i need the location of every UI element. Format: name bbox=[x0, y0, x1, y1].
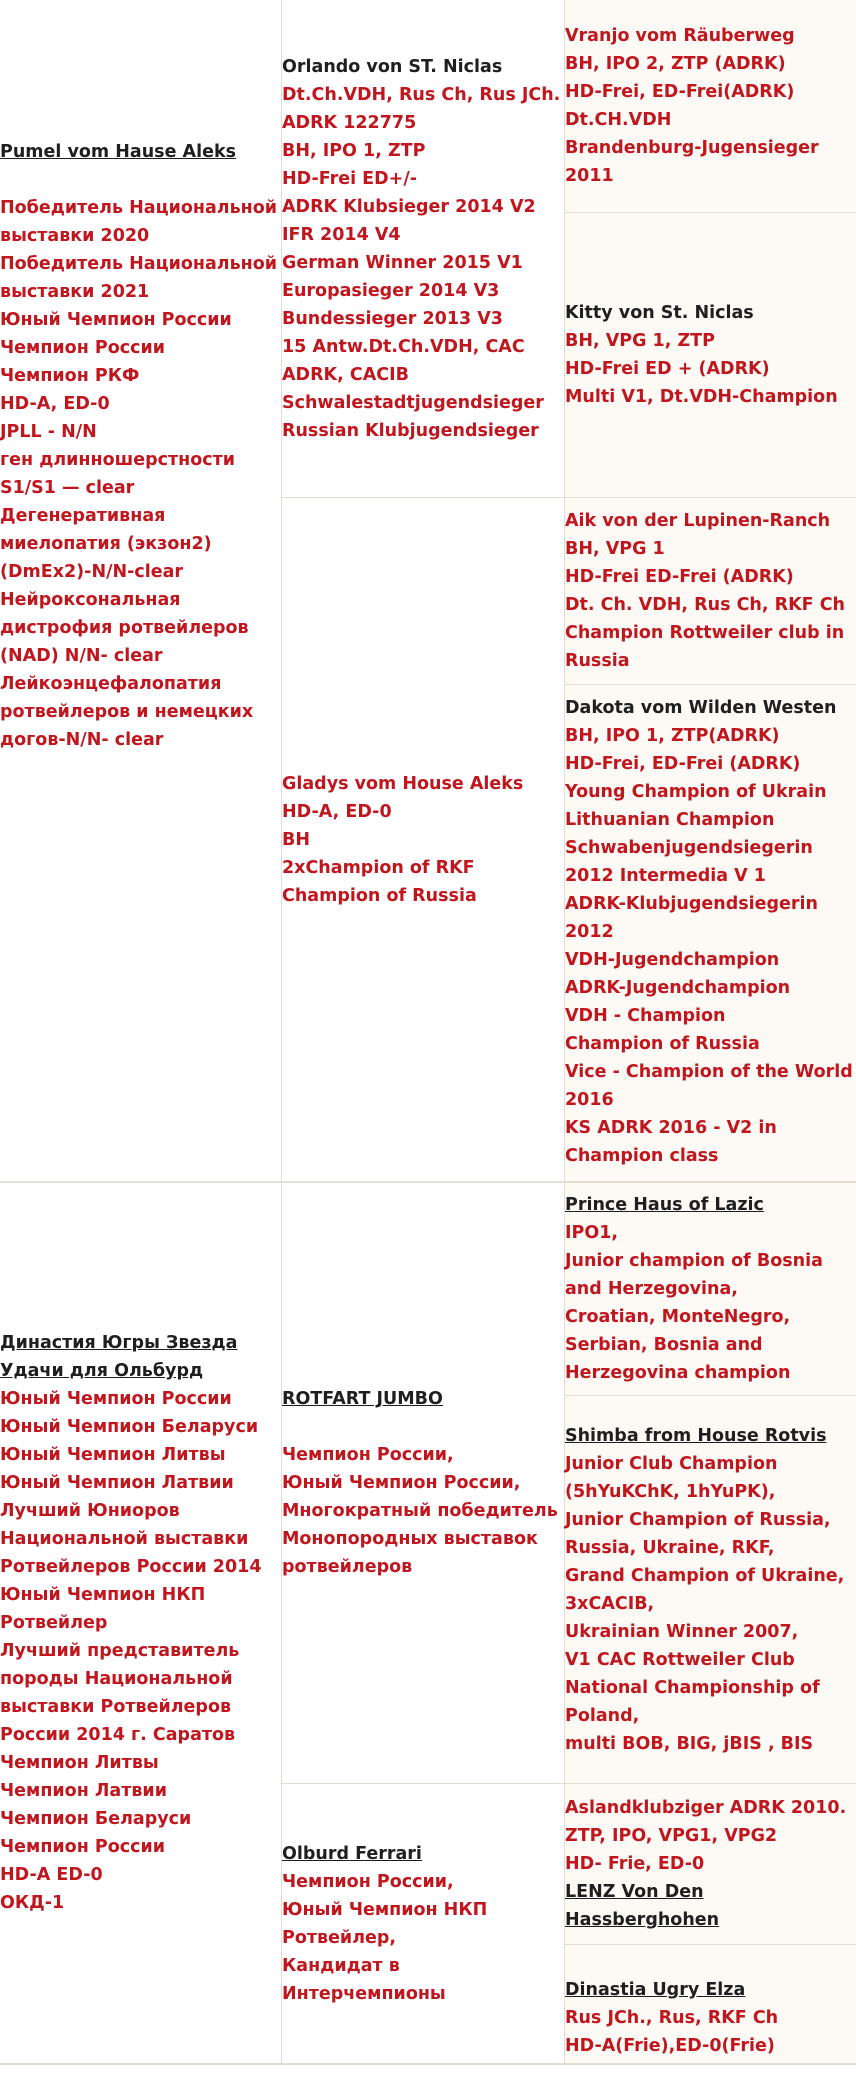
ddd-name-link[interactable]: Dinastia Ugry Elza bbox=[565, 1980, 746, 2000]
title-line: multi BOB, BIG, jBIS , BIS bbox=[565, 1733, 814, 1754]
dss-titles bbox=[565, 1219, 856, 1387]
title-line: Ukrainian Winner 2007, bbox=[565, 1621, 799, 1642]
title-line: HD-Frei ED-Frei (ADRK) bbox=[565, 567, 794, 587]
title-line: Multi V1, Dt.VDH-Champion bbox=[565, 387, 838, 407]
title-line: BH, VPG 1 bbox=[565, 539, 665, 559]
title-line: Лучший Юниоров Национальной выставки Ротвейлеров России 2014 bbox=[0, 1501, 262, 1577]
title-line: Young Champion of Ukrain bbox=[565, 782, 827, 802]
title-line: Дегенеративная миелопатия (экзон2) (DmEx2)-N/N-clear bbox=[0, 505, 212, 582]
dam-parents-column bbox=[282, 1183, 564, 2063]
title-line: Чемпион Литвы bbox=[0, 1753, 159, 1773]
dds-cell bbox=[565, 1784, 856, 1944]
title-line: HD-A ED-0 bbox=[0, 1865, 103, 1885]
title-line: Russian Klubjugendsieger bbox=[282, 420, 539, 441]
title-line: Dt. Ch. VDH, Rus Ch, RKF Ch bbox=[565, 595, 845, 615]
sire-sire-cell bbox=[282, 0, 564, 497]
title-line: Лучший представитель породы Национальной выставки Ротвейлеров России 2014 г. Саратов bbox=[0, 1641, 240, 1745]
dam-dam-name-link[interactable]: Olburd Ferrari bbox=[282, 1843, 422, 1864]
title-line: Lithuanian Champion bbox=[565, 810, 775, 830]
title-line: IFR 2014 V4 bbox=[282, 224, 401, 245]
title-line: Чемпион Латвии bbox=[0, 1781, 167, 1801]
title-line: Чемпион РКФ bbox=[0, 365, 140, 386]
title-line: Юный Чемпион Латвии bbox=[0, 1473, 234, 1493]
title-line: HD-A(Frie),ED-0(Frie) bbox=[565, 2036, 775, 2056]
title-line: HD-Frei, ED-Frei(ADRK) bbox=[565, 82, 795, 102]
title-line: Юный Чемпион России, bbox=[282, 1473, 521, 1493]
title-line: Vranjo vom Räuberweg bbox=[565, 26, 795, 46]
title-line: Юный Чемпион России bbox=[0, 1389, 232, 1409]
ddd-cell bbox=[565, 1945, 856, 2077]
title-line: Чемпион России, bbox=[282, 1871, 454, 1892]
sds-cell bbox=[565, 498, 856, 684]
title-line: Rus JCh., Rus, RKF Ch bbox=[565, 2008, 779, 2028]
divider bbox=[0, 2063, 856, 2065]
ssd-cell bbox=[565, 213, 856, 497]
title-line: Победитель Национальной выставки 2021 bbox=[0, 253, 278, 302]
title-line: HD-A, ED-0 bbox=[0, 393, 110, 414]
title-line: BH bbox=[282, 829, 310, 850]
title-line: Чемпион России bbox=[0, 1837, 165, 1857]
title-line: German Winner 2015 V1 bbox=[282, 252, 523, 273]
grandparents-column bbox=[565, 0, 856, 1181]
pedigree-table-2 bbox=[0, 1183, 856, 2078]
sss-titles bbox=[565, 22, 856, 190]
sss-cell bbox=[565, 0, 856, 212]
title-line: ZTP, IPO, VPG1, VPG2 bbox=[565, 1826, 778, 1846]
dam-dam-cell bbox=[282, 1784, 564, 2063]
title-line: 2xChampion of RKF bbox=[282, 857, 475, 878]
title-line: KS ADRK 2016 - V2 in Champion class bbox=[565, 1118, 777, 1166]
title-line: Bundessieger 2013 V3 bbox=[282, 308, 503, 329]
title-line: Aslandklubziger ADRK 2010. bbox=[565, 1798, 847, 1818]
title-line: Победитель Национальной выставки 2020 bbox=[0, 197, 278, 246]
title-line: HD-Frei ED+/- bbox=[282, 168, 417, 189]
title-line: Лейкоэнцефалопатия ротвейлеров и немецких догов-N/N- clear bbox=[0, 673, 254, 750]
sire-titles bbox=[0, 194, 281, 754]
title-line: 3xCACIB, bbox=[565, 1593, 655, 1614]
title-line: IPO1, bbox=[565, 1223, 619, 1243]
title-line: HD-Frei ED + (ADRK) bbox=[565, 359, 770, 379]
ddd-titles bbox=[565, 2004, 856, 2060]
sire-column bbox=[0, 0, 281, 1181]
ssd-name: Kitty von St. Niclas bbox=[565, 303, 754, 323]
title-line: Dt.Ch.VDH, Rus Ch, Rus JCh. bbox=[282, 84, 561, 105]
dds-titles bbox=[565, 1794, 856, 1878]
title-line: BH, VPG 1, ZTP bbox=[565, 331, 715, 351]
title-line: Brandenburg-Jugensieger 2011 bbox=[565, 138, 819, 186]
title-line: Junior Club Champion (5hYuKChK, 1hYuPK), bbox=[565, 1453, 778, 1502]
dss-name-link[interactable]: Prince Haus of Lazic bbox=[565, 1195, 764, 1215]
sire-cell bbox=[0, 0, 281, 1181]
dss-cell bbox=[565, 1183, 856, 1395]
title-line: BH, IPO 1, ZTP(ADRK) bbox=[565, 726, 780, 746]
sds-titles bbox=[565, 507, 856, 675]
sire-sire-name: Orlando von ST. Niclas bbox=[282, 56, 503, 77]
title-line: ADRK-Klubjugendsiegerin 2012 bbox=[565, 894, 818, 942]
sire-sire-titles bbox=[282, 81, 564, 445]
sire-name-link[interactable]: Pumel vom Hause Aleks bbox=[0, 141, 236, 162]
title-line: Юный Чемпион НКП Ротвейлер bbox=[0, 1585, 206, 1633]
dam-dam-titles bbox=[282, 1868, 564, 2008]
title-line: VDH-Jugendchampion bbox=[565, 950, 780, 970]
title-line: Champion of Russia bbox=[565, 1034, 760, 1054]
dsd-name-link[interactable]: Shimba from House Rotvis bbox=[565, 1425, 827, 1446]
sdd-titles bbox=[565, 722, 856, 1170]
dam-titles bbox=[0, 1385, 281, 1917]
sire-dam-cell bbox=[282, 498, 564, 1181]
ssd-titles bbox=[565, 327, 856, 411]
title-line: Чемпион Беларуси bbox=[0, 1809, 192, 1829]
title-line: JPLL - N/N bbox=[0, 421, 97, 442]
title-line: Grand Champion of Ukraine, bbox=[565, 1565, 845, 1586]
title-line: BH, IPO 1, ZTP bbox=[282, 140, 426, 161]
title-line: Кандидат в Интерчемпионы bbox=[282, 1955, 446, 2004]
title-line: Croatian, MonteNegro, Serbian, Bosnia and Herzegovina champion bbox=[565, 1307, 791, 1383]
dds-name-link[interactable]: LENZ Von Den Hassberghohen bbox=[565, 1882, 720, 1930]
title-line: ADRK, CACIB bbox=[282, 364, 409, 385]
dam-sire-cell bbox=[282, 1183, 564, 1783]
title-line: Юный Чемпион России bbox=[0, 309, 232, 330]
title-line: Russia, Ukraine, RKF, bbox=[565, 1537, 775, 1558]
title-line: HD- Frie, ED-0 bbox=[565, 1854, 705, 1874]
dam-name-link[interactable]: Династия Югры Звезда Удачи для Ольбурд bbox=[0, 1333, 238, 1381]
title-line: Champion of Russia bbox=[282, 885, 477, 906]
dam-grandparents-column bbox=[565, 1183, 856, 2063]
title-line: ADRK-Jugendchampion bbox=[565, 978, 791, 998]
title-line: Junior champion of Bosnia and Herzegovina, bbox=[565, 1251, 823, 1299]
title-line: HD-A, ED-0 bbox=[282, 801, 392, 822]
dsd-titles bbox=[565, 1450, 856, 1758]
title-line: Юный Чемпион Беларуси bbox=[0, 1417, 259, 1437]
title-line: Чемпион России, bbox=[282, 1445, 454, 1465]
title-line: BH, IPO 2, ZTP (ADRK) bbox=[565, 54, 786, 74]
title-line: Юный Чемпион Литвы bbox=[0, 1445, 226, 1465]
title-line: 15 Antw.Dt.Ch.VDH, CAC bbox=[282, 336, 525, 357]
dam-sire-name-link[interactable]: ROTFART JUMBO bbox=[282, 1389, 443, 1409]
title-line: ОКД-1 bbox=[0, 1893, 65, 1913]
title-line: V1 CAC Rottweiler Club National Championship of Poland, bbox=[565, 1649, 820, 1726]
dam-cell bbox=[0, 1183, 281, 2063]
sdd-name: Dakota vom Wilden Westen bbox=[565, 698, 837, 718]
title-line: Schwalestadtjugendsieger bbox=[282, 392, 544, 413]
dam-column bbox=[0, 1183, 281, 2078]
title-line: ген длинношерстности S1/S1 — clear bbox=[0, 449, 236, 498]
title-line: Юный Чемпион НКП Ротвейлер, bbox=[282, 1899, 488, 1948]
dam-sire-titles bbox=[282, 1441, 564, 1581]
sire-parents-column bbox=[282, 0, 564, 1181]
title-line: Чемпион России bbox=[0, 337, 165, 358]
title-line: Aik von der Lupinen-Ranch bbox=[565, 511, 831, 531]
title-line: Нейроксональная дистрофия ротвейлеров (NAD) N/N- clear bbox=[0, 589, 249, 666]
title-line: Многократный победитель Монопородных выставок ротвейлеров bbox=[282, 1501, 558, 1577]
title-line: Dt.CH.VDH bbox=[565, 110, 672, 130]
title-line: Vice - Champion of the World 2016 bbox=[565, 1062, 853, 1110]
title-line: ADRK 122775 bbox=[282, 112, 417, 133]
sdd-cell bbox=[565, 685, 856, 1190]
sire-dam-titles bbox=[282, 770, 564, 910]
title-line: ADRK Klubsieger 2014 V2 bbox=[282, 196, 536, 217]
title-line: Schwabenjugendsiegerin 2012 Intermedia V 1 bbox=[565, 838, 813, 886]
title-line: Gladys vom House Aleks bbox=[282, 773, 524, 794]
title-line: Europasieger 2014 V3 bbox=[282, 280, 500, 301]
title-line: HD-Frei, ED-Frei (ADRK) bbox=[565, 754, 801, 774]
title-line: Junior Champion of Russia, bbox=[565, 1509, 831, 1530]
title-line: Champion Rottweiler club in Russia bbox=[565, 623, 845, 671]
title-line: VDH - Champion bbox=[565, 1006, 726, 1026]
dsd-cell bbox=[565, 1396, 856, 1783]
